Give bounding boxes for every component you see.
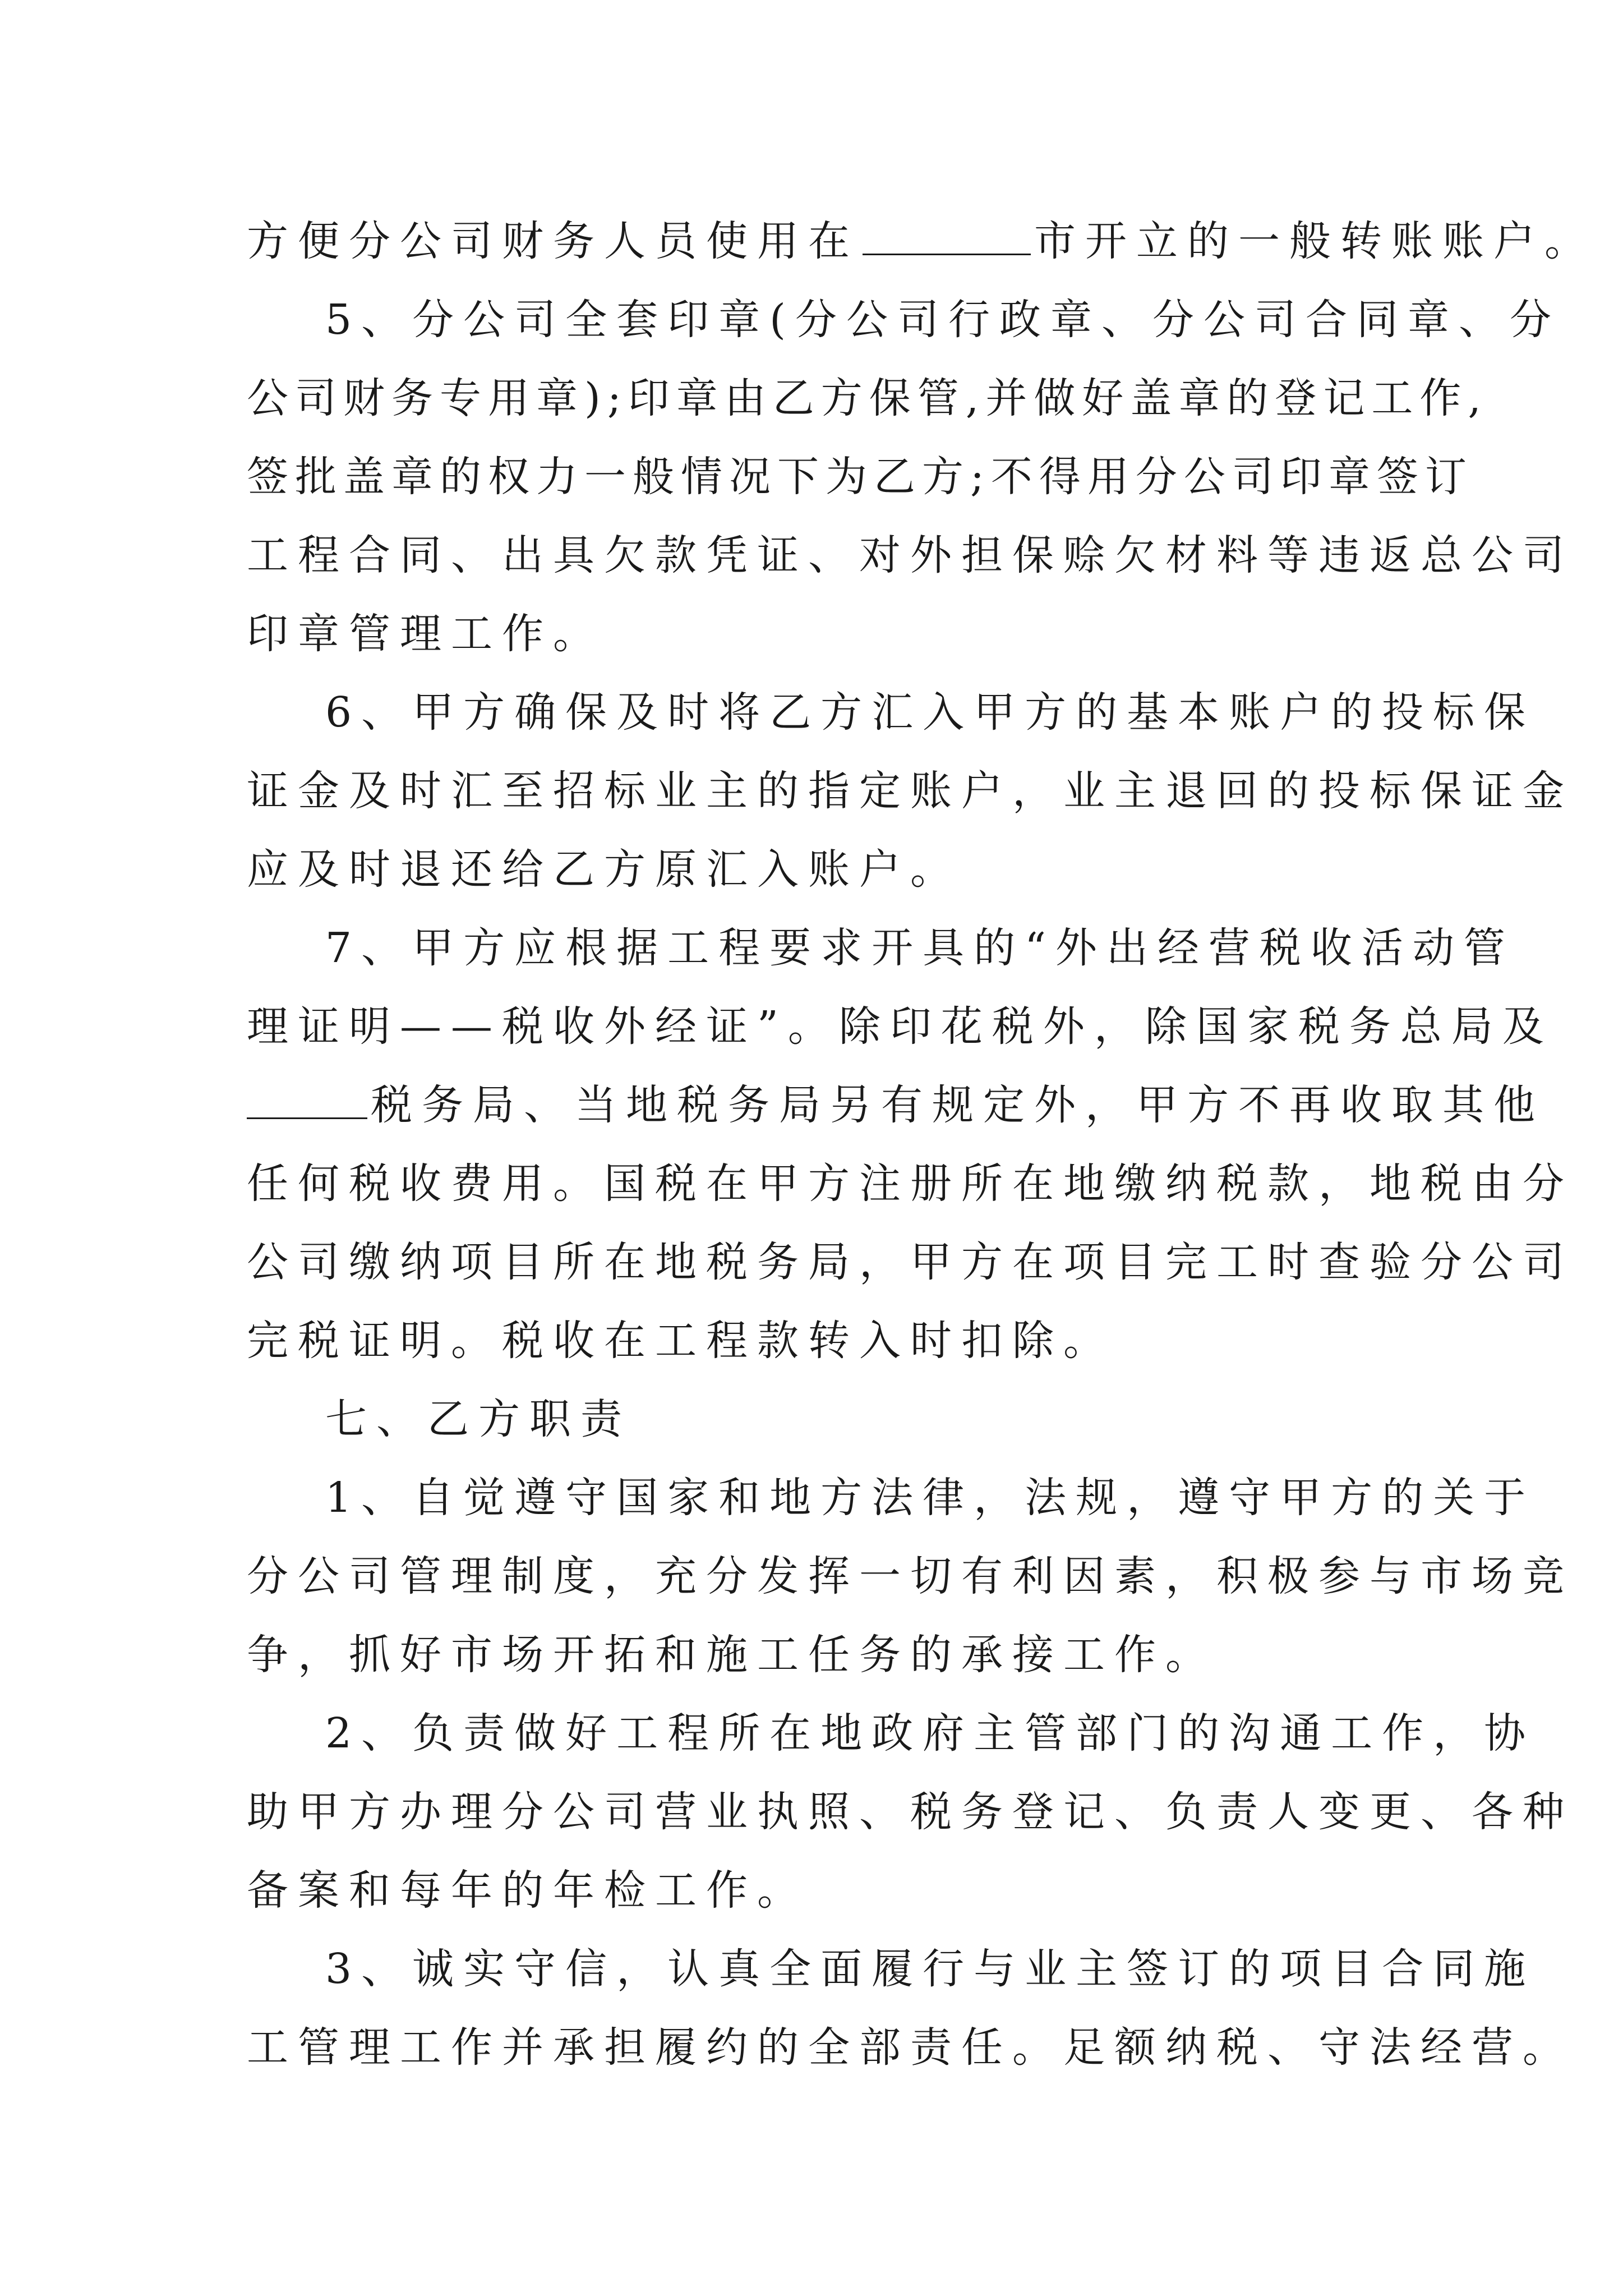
paragraph-line-22: 备案和每年的年检工作。 <box>247 1866 808 1915</box>
paragraph-line-23: 3、诚实守信，认真全面履行与业主签订的项目合同施 <box>325 1945 1536 1993</box>
paragraph-line-6: 印章管理工作。 <box>247 610 604 658</box>
paragraph-line-11: 理证明——税收外经证”。除印花税外，除国家税务总局及 <box>247 1002 1553 1051</box>
paragraph-line-7: 6、甲方确保及时将乙方汇入甲方的基本账户的投标保 <box>325 688 1536 737</box>
paragraph-line-18: 分公司管理制度，充分发挥一切有利因素，积极参与市场竞 <box>247 1552 1574 1600</box>
paragraph-line-4: 签批盖章的权力一般情况下为乙方;不得用分公司印章签订 <box>247 453 1473 501</box>
paragraph-line-9: 应及时退还给乙方原汇入账户。 <box>247 845 961 894</box>
text-segment: 市开立的一般转账账户。 <box>1034 217 1596 265</box>
section-heading: 七、乙方职责 <box>325 1395 631 1443</box>
text-segment: 方便分公司财务人员使用在 <box>247 217 859 265</box>
text-segment: 税务局、当地税务局另有规定外，甲方不再收取其他 <box>371 1081 1544 1129</box>
paragraph-line-5: 工程合同、出具欠款凭证、对外担保赊欠材料等违返总公司 <box>247 531 1574 579</box>
paragraph-line-14: 公司缴纳项目所在地税务局，甲方在项目完工时查验分公司 <box>247 1238 1574 1286</box>
paragraph-line-8: 证金及时汇至招标业主的指定账户，业主退回的投标保证金 <box>247 767 1574 815</box>
paragraph-line-24: 工管理工作并承担履约的全部责任。足额纳税、守法经营。 <box>247 2023 1574 2072</box>
paragraph-line-19: 争，抓好市场开拓和施工任务的承接工作。 <box>247 1631 1216 1679</box>
paragraph-line-15: 完税证明。税收在工程款转入时扣除。 <box>247 1317 1114 1365</box>
paragraph-line-1 <box>247 202 1596 280</box>
fill-in-blank <box>863 210 1031 255</box>
fill-in-blank <box>247 1074 367 1119</box>
paragraph-line-20: 2、负责做好工程所在地政府主管部门的沟通工作，协 <box>325 1709 1536 1757</box>
paragraph-line-12 <box>247 1066 1544 1144</box>
paragraph-line-3: 公司财务专用章);印章由乙方保管,并做好盖章的登记工作, <box>247 374 1488 422</box>
paragraph-line-21: 助甲方办理分公司营业执照、税务登记、负责人变更、各种 <box>247 1788 1574 1836</box>
paragraph-line-17: 1、自觉遵守国家和地方法律，法规，遵守甲方的关于 <box>325 1474 1536 1522</box>
paragraph-line-2: 5、分公司全套印章(分公司行政章、分公司合同章、分 <box>325 296 1561 344</box>
paragraph-line-10: 7、甲方应根据工程要求开具的“外出经营税收活动管 <box>325 924 1515 972</box>
paragraph-line-13: 任何税收费用。国税在甲方注册所在地缴纳税款，地税由分 <box>247 1159 1574 1208</box>
